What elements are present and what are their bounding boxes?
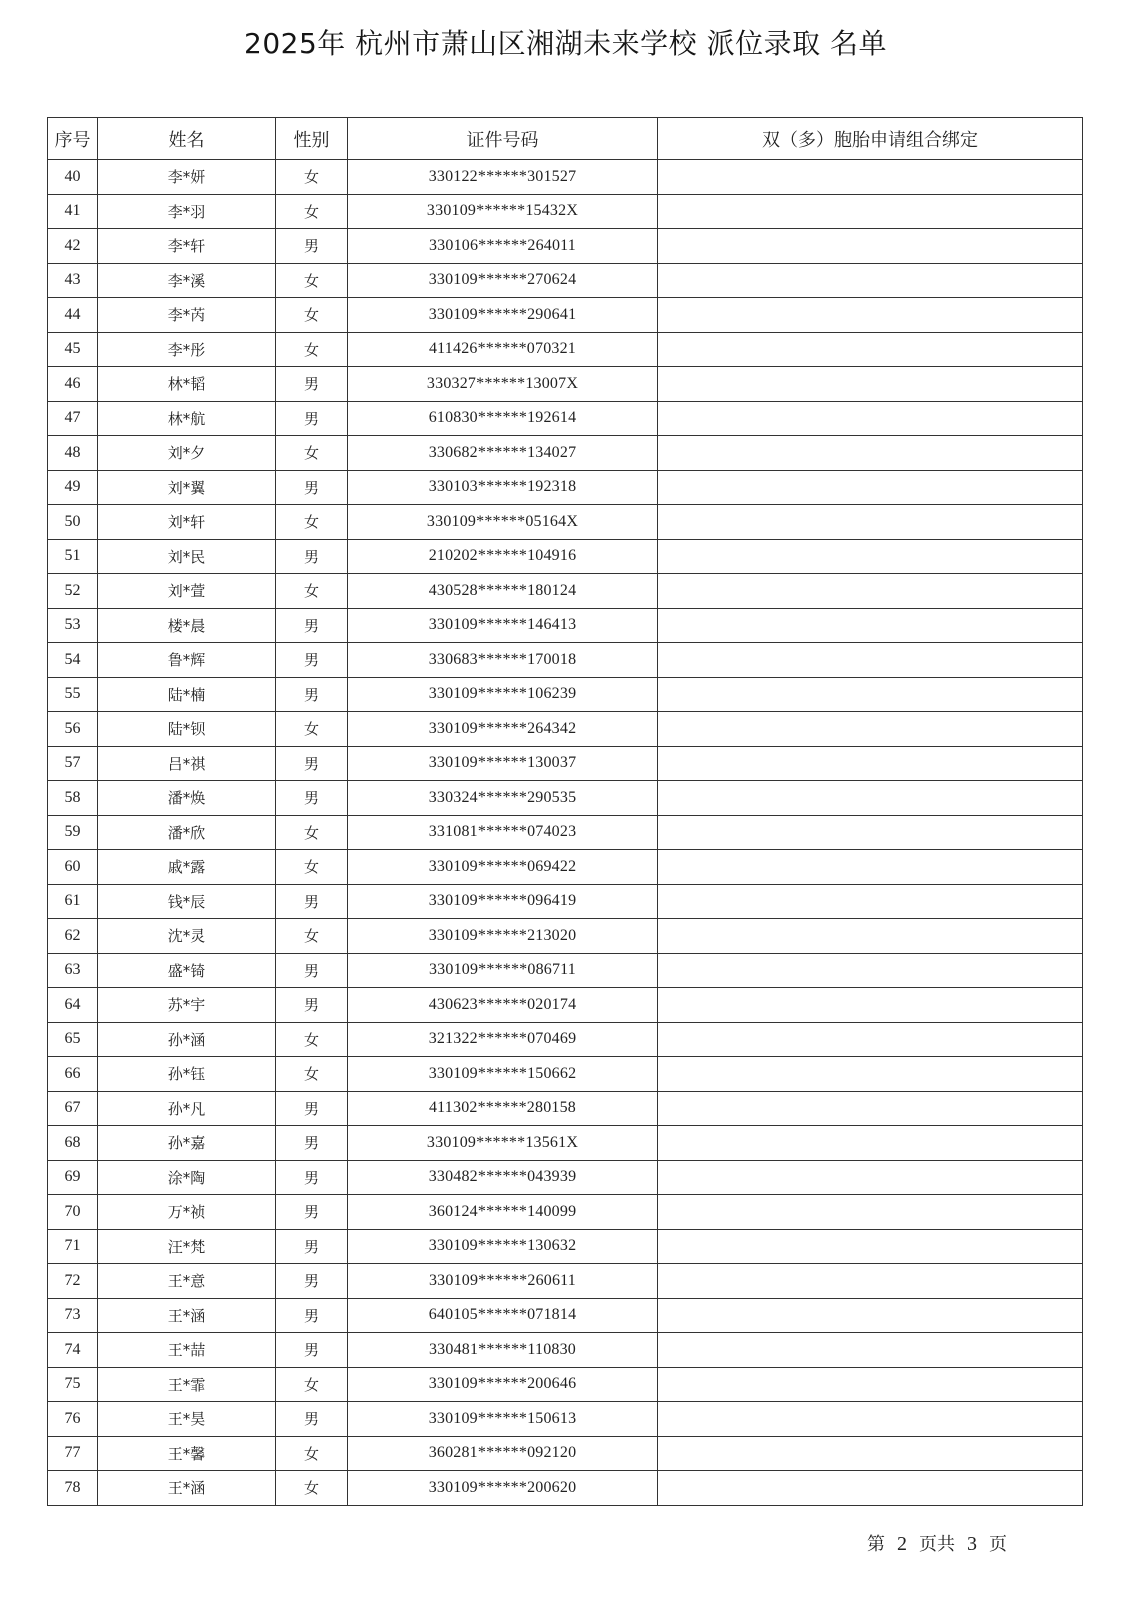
- table-row: [48, 1022, 1083, 1057]
- cell-twins-binding: [658, 470, 1083, 505]
- cell-name: 陆*楠: [98, 677, 276, 712]
- cell-seq: 59: [48, 815, 98, 850]
- cell-twins-binding: [658, 953, 1083, 988]
- cell-seq: 65: [48, 1022, 98, 1057]
- cell-gender: 男: [276, 1298, 348, 1333]
- cell-twins-binding: [658, 574, 1083, 609]
- cell-gender: 女: [276, 298, 348, 333]
- cell-seq: 66: [48, 1057, 98, 1092]
- cell-id-number: 330109******086711: [348, 953, 658, 988]
- cell-id-number: 430528******180124: [348, 574, 658, 609]
- table-row: [48, 1126, 1083, 1161]
- cell-gender: 女: [276, 160, 348, 195]
- cell-gender: 男: [276, 1333, 348, 1368]
- cell-twins-binding: [658, 1126, 1083, 1161]
- table-row: [48, 574, 1083, 609]
- table-row: [48, 298, 1083, 333]
- cell-name: 孙*嘉: [98, 1126, 276, 1161]
- cell-name: 李*轩: [98, 229, 276, 264]
- column-header-name: 姓名: [98, 118, 276, 160]
- cell-gender: 男: [276, 1229, 348, 1264]
- cell-id-number: 330109******270624: [348, 263, 658, 298]
- cell-seq: 57: [48, 746, 98, 781]
- cell-gender: 男: [276, 884, 348, 919]
- cell-twins-binding: [658, 988, 1083, 1023]
- cell-gender: 女: [276, 712, 348, 747]
- cell-name: 王*涵: [98, 1298, 276, 1333]
- cell-id-number: 330109******13561X: [348, 1126, 658, 1161]
- cell-twins-binding: [658, 1333, 1083, 1368]
- cell-name: 孙*涵: [98, 1022, 276, 1057]
- cell-gender: 女: [276, 332, 348, 367]
- table-row: [48, 850, 1083, 885]
- cell-twins-binding: [658, 436, 1083, 471]
- cell-id-number: 330109******200646: [348, 1367, 658, 1402]
- cell-gender: 女: [276, 263, 348, 298]
- cell-twins-binding: [658, 298, 1083, 333]
- cell-twins-binding: [658, 850, 1083, 885]
- footer-total-pages: 3: [967, 1533, 977, 1555]
- cell-seq: 77: [48, 1436, 98, 1471]
- cell-name: 潘*欣: [98, 815, 276, 850]
- table-row: [48, 746, 1083, 781]
- cell-gender: 女: [276, 505, 348, 540]
- column-header-id-number: 证件号码: [348, 118, 658, 160]
- cell-id-number: 330109******290641: [348, 298, 658, 333]
- cell-seq: 47: [48, 401, 98, 436]
- cell-gender: 女: [276, 815, 348, 850]
- cell-twins-binding: [658, 1298, 1083, 1333]
- cell-gender: 女: [276, 436, 348, 471]
- cell-seq: 40: [48, 160, 98, 195]
- cell-name: 沈*灵: [98, 919, 276, 954]
- table-row: [48, 1298, 1083, 1333]
- cell-seq: 68: [48, 1126, 98, 1161]
- cell-id-number: 330109******264342: [348, 712, 658, 747]
- cell-twins-binding: [658, 367, 1083, 402]
- table-row: [48, 884, 1083, 919]
- cell-gender: 男: [276, 746, 348, 781]
- cell-seq: 72: [48, 1264, 98, 1299]
- table-row: [48, 229, 1083, 264]
- cell-id-number: 330122******301527: [348, 160, 658, 195]
- cell-twins-binding: [658, 1195, 1083, 1230]
- cell-gender: 男: [276, 608, 348, 643]
- cell-id-number: 411426******070321: [348, 332, 658, 367]
- table-row: [48, 1436, 1083, 1471]
- cell-gender: 男: [276, 1402, 348, 1437]
- cell-seq: 54: [48, 643, 98, 678]
- table-row: [48, 988, 1083, 1023]
- cell-name: 盛*锜: [98, 953, 276, 988]
- cell-name: 林*航: [98, 401, 276, 436]
- cell-gender: 男: [276, 1160, 348, 1195]
- cell-gender: 男: [276, 470, 348, 505]
- cell-name: 万*祯: [98, 1195, 276, 1230]
- cell-twins-binding: [658, 746, 1083, 781]
- cell-twins-binding: [658, 1229, 1083, 1264]
- cell-id-number: 330109******130632: [348, 1229, 658, 1264]
- cell-twins-binding: [658, 505, 1083, 540]
- cell-name: 林*韬: [98, 367, 276, 402]
- cell-gender: 男: [276, 988, 348, 1023]
- cell-twins-binding: [658, 1091, 1083, 1126]
- table-header-row: [48, 118, 1083, 160]
- cell-twins-binding: [658, 401, 1083, 436]
- cell-twins-binding: [658, 539, 1083, 574]
- cell-seq: 49: [48, 470, 98, 505]
- cell-seq: 48: [48, 436, 98, 471]
- cell-name: 苏*宇: [98, 988, 276, 1023]
- cell-gender: 男: [276, 781, 348, 816]
- cell-id-number: 640105******071814: [348, 1298, 658, 1333]
- table-row: [48, 781, 1083, 816]
- cell-name: 刘*萱: [98, 574, 276, 609]
- cell-name: 王*意: [98, 1264, 276, 1299]
- cell-seq: 44: [48, 298, 98, 333]
- cell-gender: 男: [276, 677, 348, 712]
- cell-id-number: 330109******05164X: [348, 505, 658, 540]
- cell-seq: 41: [48, 194, 98, 229]
- cell-gender: 男: [276, 1264, 348, 1299]
- cell-twins-binding: [658, 1367, 1083, 1402]
- table-row: [48, 815, 1083, 850]
- cell-gender: 女: [276, 850, 348, 885]
- cell-id-number: 330109******130037: [348, 746, 658, 781]
- cell-gender: 男: [276, 229, 348, 264]
- cell-gender: 男: [276, 1126, 348, 1161]
- cell-seq: 60: [48, 850, 98, 885]
- cell-gender: 女: [276, 1022, 348, 1057]
- cell-twins-binding: [658, 712, 1083, 747]
- table-row: [48, 436, 1083, 471]
- cell-seq: 71: [48, 1229, 98, 1264]
- table-row: [48, 1195, 1083, 1230]
- cell-twins-binding: [658, 1436, 1083, 1471]
- cell-id-number: 330109******150613: [348, 1402, 658, 1437]
- cell-twins-binding: [658, 643, 1083, 678]
- cell-name: 李*溪: [98, 263, 276, 298]
- cell-gender: 男: [276, 367, 348, 402]
- table-row: [48, 332, 1083, 367]
- cell-name: 陆*钡: [98, 712, 276, 747]
- cell-seq: 76: [48, 1402, 98, 1437]
- cell-id-number: 610830******192614: [348, 401, 658, 436]
- table-row: [48, 263, 1083, 298]
- cell-id-number: 330683******170018: [348, 643, 658, 678]
- table-row: [48, 470, 1083, 505]
- table-row: [48, 919, 1083, 954]
- cell-name: 孙*钰: [98, 1057, 276, 1092]
- table-row: [48, 1057, 1083, 1092]
- cell-twins-binding: [658, 1471, 1083, 1506]
- cell-name: 王*涵: [98, 1471, 276, 1506]
- table-row: [48, 367, 1083, 402]
- cell-id-number: 330106******264011: [348, 229, 658, 264]
- cell-twins-binding: [658, 1057, 1083, 1092]
- footer-page-number: 2: [897, 1533, 907, 1555]
- cell-id-number: 330324******290535: [348, 781, 658, 816]
- cell-twins-binding: [658, 1160, 1083, 1195]
- cell-twins-binding: [658, 815, 1083, 850]
- cell-id-number: 210202******104916: [348, 539, 658, 574]
- column-header-gender: 性别: [276, 118, 348, 160]
- cell-seq: 63: [48, 953, 98, 988]
- cell-id-number: 330327******13007X: [348, 367, 658, 402]
- cell-gender: 男: [276, 401, 348, 436]
- cell-name: 刘*夕: [98, 436, 276, 471]
- cell-name: 李*羽: [98, 194, 276, 229]
- cell-seq: 67: [48, 1091, 98, 1126]
- table-row: [48, 401, 1083, 436]
- cell-id-number: 360124******140099: [348, 1195, 658, 1230]
- cell-twins-binding: [658, 160, 1083, 195]
- cell-gender: 女: [276, 1471, 348, 1506]
- cell-seq: 73: [48, 1298, 98, 1333]
- table-row: [48, 1471, 1083, 1506]
- cell-id-number: 330109******146413: [348, 608, 658, 643]
- cell-seq: 58: [48, 781, 98, 816]
- cell-twins-binding: [658, 1264, 1083, 1299]
- cell-id-number: 330109******213020: [348, 919, 658, 954]
- cell-name: 王*昊: [98, 1402, 276, 1437]
- cell-gender: 女: [276, 1436, 348, 1471]
- cell-seq: 51: [48, 539, 98, 574]
- cell-gender: 男: [276, 539, 348, 574]
- cell-id-number: 330481******110830: [348, 1333, 658, 1368]
- cell-gender: 男: [276, 643, 348, 678]
- cell-gender: 女: [276, 919, 348, 954]
- table-row: [48, 677, 1083, 712]
- cell-id-number: 330109******106239: [348, 677, 658, 712]
- table-row: [48, 712, 1083, 747]
- cell-name: 鲁*辉: [98, 643, 276, 678]
- table-row: [48, 608, 1083, 643]
- table-row: [48, 1264, 1083, 1299]
- cell-seq: 52: [48, 574, 98, 609]
- cell-name: 刘*翼: [98, 470, 276, 505]
- cell-name: 王*馨: [98, 1436, 276, 1471]
- cell-twins-binding: [658, 263, 1083, 298]
- cell-seq: 70: [48, 1195, 98, 1230]
- cell-name: 李*妍: [98, 160, 276, 195]
- cell-name: 戚*露: [98, 850, 276, 885]
- cell-twins-binding: [658, 677, 1083, 712]
- cell-id-number: 330103******192318: [348, 470, 658, 505]
- admission-list-table: [47, 117, 1083, 1506]
- cell-gender: 女: [276, 1057, 348, 1092]
- cell-gender: 女: [276, 1367, 348, 1402]
- cell-name: 汪*梵: [98, 1229, 276, 1264]
- table-row: [48, 160, 1083, 195]
- cell-seq: 56: [48, 712, 98, 747]
- cell-id-number: 330482******043939: [348, 1160, 658, 1195]
- cell-id-number: 330682******134027: [348, 436, 658, 471]
- table-row: [48, 505, 1083, 540]
- cell-id-number: 330109******096419: [348, 884, 658, 919]
- cell-id-number: 411302******280158: [348, 1091, 658, 1126]
- cell-name: 王*喆: [98, 1333, 276, 1368]
- footer-middle: 页共: [919, 1534, 955, 1555]
- cell-gender: 女: [276, 194, 348, 229]
- cell-id-number: 330109******260611: [348, 1264, 658, 1299]
- cell-twins-binding: [658, 1022, 1083, 1057]
- cell-seq: 74: [48, 1333, 98, 1368]
- column-header-seq: 序号: [48, 118, 98, 160]
- table-row: [48, 539, 1083, 574]
- cell-id-number: 330109******200620: [348, 1471, 658, 1506]
- cell-name: 涂*陶: [98, 1160, 276, 1195]
- cell-name: 王*霏: [98, 1367, 276, 1402]
- cell-name: 潘*焕: [98, 781, 276, 816]
- cell-gender: 女: [276, 574, 348, 609]
- cell-seq: 75: [48, 1367, 98, 1402]
- cell-id-number: 331081******074023: [348, 815, 658, 850]
- table-row: [48, 194, 1083, 229]
- cell-name: 李*芮: [98, 298, 276, 333]
- cell-seq: 46: [48, 367, 98, 402]
- table-row: [48, 1091, 1083, 1126]
- cell-name: 刘*民: [98, 539, 276, 574]
- cell-gender: 男: [276, 1091, 348, 1126]
- cell-twins-binding: [658, 884, 1083, 919]
- cell-twins-binding: [658, 608, 1083, 643]
- table-row: [48, 953, 1083, 988]
- table-body: [48, 160, 1083, 1506]
- page-title: 2025年 杭州市萧山区湘湖未来学校 派位录取 名单: [244, 27, 887, 60]
- cell-seq: 61: [48, 884, 98, 919]
- cell-gender: 男: [276, 1195, 348, 1230]
- cell-seq: 62: [48, 919, 98, 954]
- cell-id-number: 321322******070469: [348, 1022, 658, 1057]
- cell-seq: 53: [48, 608, 98, 643]
- cell-id-number: 360281******092120: [348, 1436, 658, 1471]
- cell-twins-binding: [658, 919, 1083, 954]
- table-row: [48, 1333, 1083, 1368]
- cell-id-number: 430623******020174: [348, 988, 658, 1023]
- table-row: [48, 1229, 1083, 1264]
- cell-twins-binding: [658, 1402, 1083, 1437]
- cell-id-number: 330109******15432X: [348, 194, 658, 229]
- table-row: [48, 1402, 1083, 1437]
- table-row: [48, 1160, 1083, 1195]
- column-header-twins-binding: 双（多）胞胎申请组合绑定: [658, 118, 1083, 160]
- cell-twins-binding: [658, 229, 1083, 264]
- cell-id-number: 330109******069422: [348, 850, 658, 885]
- cell-seq: 69: [48, 1160, 98, 1195]
- footer-suffix: 页: [989, 1534, 1007, 1555]
- cell-seq: 55: [48, 677, 98, 712]
- cell-name: 钱*辰: [98, 884, 276, 919]
- cell-name: 李*彤: [98, 332, 276, 367]
- cell-name: 吕*祺: [98, 746, 276, 781]
- cell-gender: 男: [276, 953, 348, 988]
- cell-twins-binding: [658, 332, 1083, 367]
- cell-seq: 43: [48, 263, 98, 298]
- page-footer: [867, 1530, 1007, 1556]
- footer-prefix: 第: [867, 1534, 885, 1555]
- cell-seq: 64: [48, 988, 98, 1023]
- cell-seq: 42: [48, 229, 98, 264]
- cell-twins-binding: [658, 781, 1083, 816]
- cell-name: 楼*晨: [98, 608, 276, 643]
- table-row: [48, 1367, 1083, 1402]
- cell-name: 刘*轩: [98, 505, 276, 540]
- cell-id-number: 330109******150662: [348, 1057, 658, 1092]
- cell-seq: 50: [48, 505, 98, 540]
- cell-name: 孙*凡: [98, 1091, 276, 1126]
- cell-seq: 78: [48, 1471, 98, 1506]
- cell-twins-binding: [658, 194, 1083, 229]
- cell-seq: 45: [48, 332, 98, 367]
- table-row: [48, 643, 1083, 678]
